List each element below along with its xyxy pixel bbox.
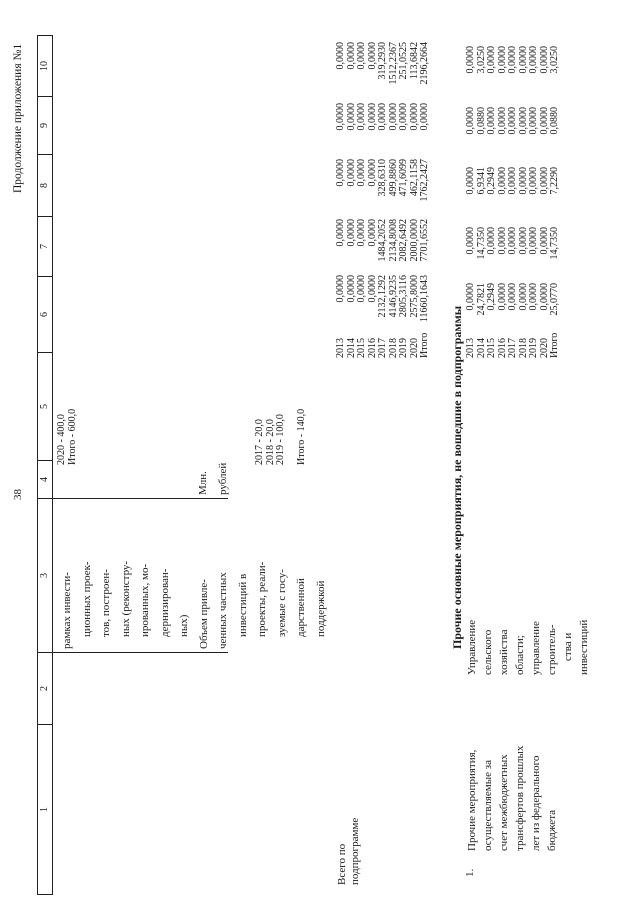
block1-col3-line: дарственной [295,578,307,637]
value-cell: 0,0000 [496,227,508,255]
value-cell: 0,0000 [528,107,539,135]
block1-col3-line: тов, построен- [100,569,112,637]
item1-label-line: трансфертов прошлых [514,745,526,851]
value-cell: 2805,3116 [398,275,409,318]
value-cell: 113,6842 [408,42,420,80]
value-cell: 0,0000 [398,103,409,131]
total-label-line: Всего по [336,843,348,885]
value-cell: 0,0000 [496,283,508,311]
value-cell: 0,0000 [538,46,550,74]
value-cell: 3,0250 [549,46,560,74]
total-col10 [336,42,431,100]
executor-line: сельского [482,629,494,675]
total-col9 [336,103,431,155]
executor-line: строитель- [546,624,558,675]
block1-col5-top [56,409,77,465]
value-cell: 0,0000 [486,46,497,74]
year-cell: 2013 [335,338,346,358]
value-cell: 0,0000 [496,167,508,195]
value-cell: 0,0000 [366,275,378,303]
value-cell: 0,0000 [465,283,476,311]
header-col-9: 9 [38,96,52,154]
year-cell: 2017 [507,338,518,358]
value-cell: 0,0000 [335,103,346,131]
unit-line: рублей [216,462,229,495]
year-cell: 2014 [345,338,357,358]
value-cell: 0,0000 [507,107,518,135]
value-cell: 2196,2664 [419,42,430,85]
year-cell: 2014 [475,338,487,358]
value-cell: 0,0000 [377,103,388,131]
item1-years [466,333,561,358]
block1-col4-unit [194,463,233,495]
block1-col3-line: ченных частных [217,572,229,649]
value-cell: 0,2949 [486,283,497,311]
year-cell: 2020 [538,338,550,358]
year-cell: 2015 [486,338,497,358]
value-cell: 0,0880 [475,107,487,135]
value-cell: 0,0000 [517,227,529,255]
column-header-row [37,35,53,895]
col5-line: 2018 - 20,0 [264,419,276,465]
col5-line: Итого - 600,0 [66,408,78,465]
executor-line: области; [514,635,526,675]
value-cell: 0,0000 [538,227,550,255]
value-cell: 2575,8000 [408,275,420,318]
item1-label-line: осуществляемые за [482,759,494,851]
value-cell: 1512,2367 [387,42,399,85]
value-cell: 0,0000 [387,103,399,131]
value-cell: 0,0000 [366,159,378,187]
value-cell: 0,0000 [465,46,476,74]
item1-label-line: счет межбюджетных [498,754,510,851]
col-3-left-border [53,652,228,653]
total-label-line: подпрограмме [349,817,361,885]
item1-label-line: Прочие мероприятия, [466,749,478,851]
header-col-1: 1 [38,724,52,894]
block1-col3-line: поддержкой [314,580,327,637]
col5-line [286,409,297,465]
year-cell: 2018 [517,338,529,358]
value-cell: 0,0000 [356,103,367,131]
col5-line: 2020 - 400,0 [56,414,67,465]
value-cell: 0,0000 [538,167,550,195]
executor-line: ства и [562,632,574,661]
block1-col3-line: рамках инвести- [61,572,73,649]
value-cell: 0,0000 [507,46,518,74]
year-cell: 2016 [366,338,378,358]
value-cell: 0,0000 [486,107,497,135]
value-cell: 0,0000 [345,159,357,187]
value-cell: 0,0000 [335,275,346,303]
year-cell: Итого [419,332,430,358]
value-cell: 6,9341 [475,167,487,195]
value-cell: 0,0000 [517,283,529,311]
value-cell: 0,0000 [419,103,430,131]
value-cell: 499,8860 [387,159,399,197]
value-cell: 0,0000 [528,46,539,74]
header-col-10: 10 [39,61,50,71]
value-cell: 319,2930 [377,42,388,80]
value-cell: 0,0000 [507,283,518,311]
col-3-right-border [53,498,228,499]
item1-executor [464,620,592,675]
block1-col3-line: ционных проек- [80,561,93,637]
header-col-2: 2 [38,652,52,724]
header-col-3: 3 [38,498,52,652]
year-cell: 2013 [465,338,476,358]
item1-label [464,746,560,851]
value-cell: 0,2949 [486,167,497,195]
value-cell: 0,0000 [345,103,357,131]
value-cell: 0,0000 [356,219,367,247]
value-cell: 0,0000 [335,42,346,70]
value-cell: 0,0000 [465,167,476,195]
unit-line: Млн. [197,471,209,495]
value-cell: 0,0000 [538,283,550,311]
value-cell: 0,0000 [528,227,539,255]
value-cell: 0,0000 [528,283,539,311]
col5-line: 2019 - 100,0 [275,414,286,465]
value-cell: 0,0000 [335,159,346,187]
value-cell: 462,1158 [408,159,420,197]
year-cell: 2016 [496,338,508,358]
header-col-5: 5 [38,352,52,460]
header-col-7: 7 [38,216,52,276]
block1-col3-line: дернизирован- [158,568,171,637]
value-cell: 0,0000 [366,103,378,131]
section-heading: Прочие основные мероприятия, не вошедшие в подпрограммы [450,305,464,649]
year-cell: 2020 [408,338,420,358]
value-cell: 7,2290 [549,167,560,195]
total-col7 [336,219,431,275]
header-col-6: 6 [38,276,52,352]
year-cell: 2019 [528,338,539,358]
value-cell: 0,0000 [538,107,550,135]
item1-label-line: лет из федерального [530,755,542,851]
value-cell: 0,0000 [345,275,357,303]
value-cell: 1484,2052 [377,219,388,262]
continuation-title: Продолжение приложения №1 [12,43,24,193]
value-cell: 0,0000 [345,42,357,70]
value-cell: 0,0000 [366,219,378,247]
value-cell: 0,0000 [335,219,346,247]
year-cell: 2018 [387,338,399,358]
block1-col3-line: зуемые с госу- [275,569,288,637]
item1-col10 [466,46,561,100]
value-cell: 0,0000 [486,227,497,255]
value-cell: 328,6310 [377,159,388,197]
executor-line: инвестиций [578,619,590,675]
value-cell: 24,7821 [475,283,487,316]
total-years [336,333,431,358]
value-cell: 0,0000 [366,42,378,70]
block1-col3-line: ных (реконстру- [119,560,132,637]
block1-col3-line: проекты, реали- [256,561,268,637]
value-cell: 14,7350 [475,227,487,260]
executor-line: хозяйства [498,629,510,675]
block1-col3 [58,561,331,649]
value-cell: 4146,9235 [387,275,399,318]
value-cell: 0,0000 [496,107,508,135]
col5-line: Итого - 140,0 [296,408,307,465]
value-cell: 1762,2427 [419,159,430,202]
item1-col9 [466,107,561,155]
value-cell: 0,0000 [496,46,508,74]
value-cell: 0,0000 [507,167,518,195]
value-cell: 2134,8008 [387,219,399,262]
value-cell: 0,0000 [507,227,518,255]
year-cell: 2017 [377,338,388,358]
value-cell: 251,0525 [398,42,409,80]
value-cell: 0,0000 [408,103,420,131]
value-cell: 3,0250 [475,46,487,74]
block1-col3-line: инвестиций в [236,573,249,637]
value-cell: 0,0000 [345,219,357,247]
block1-col5-bottom [254,409,307,465]
value-cell: 2082,6492 [398,219,409,262]
total-col6 [336,275,431,333]
value-cell: 0,0000 [465,107,476,135]
item1-col6 [466,283,561,333]
value-cell: 0,0000 [465,227,476,255]
block1-col3-line: Объем привле- [197,579,210,649]
block1-col3-line: ных) [178,614,190,637]
value-cell: 7701,6552 [419,219,430,262]
value-cell: 0,0880 [549,107,560,135]
col5-line: 2017 - 20,0 [254,419,265,465]
year-cell: 2015 [356,338,367,358]
value-cell: 0,0000 [517,167,529,195]
executor-line: управление [530,621,542,675]
year-cell: Итого [549,332,560,358]
value-cell: 0,0000 [517,46,529,74]
item1-label-line: бюджета [546,809,558,851]
executor-line: Управление [466,619,478,675]
value-cell: 25,0770 [549,283,560,316]
value-cell: 0,0000 [356,275,367,303]
header-col-4: 4 [38,460,52,498]
value-cell: 2132,1292 [377,275,388,318]
block1-col3-line: ированных, мо- [139,563,151,637]
total-col8 [336,159,431,215]
page-number: 38 [12,489,24,500]
value-cell: 2000,0000 [408,219,420,262]
header-col-8: 8 [38,154,52,216]
item1-col7 [466,227,561,275]
value-cell: 471,6099 [398,159,409,197]
total-label [336,818,362,885]
value-cell: 0,0000 [356,159,367,187]
value-cell: 14,7350 [549,227,560,260]
value-cell: 0,0000 [528,167,539,195]
year-cell: 2019 [398,338,409,358]
value-cell: 0,0000 [517,107,529,135]
item1-col8 [466,167,561,215]
item1-number: 1. [464,868,476,877]
value-cell: 11660,1643 [419,275,430,323]
value-cell: 0,0000 [356,42,367,70]
